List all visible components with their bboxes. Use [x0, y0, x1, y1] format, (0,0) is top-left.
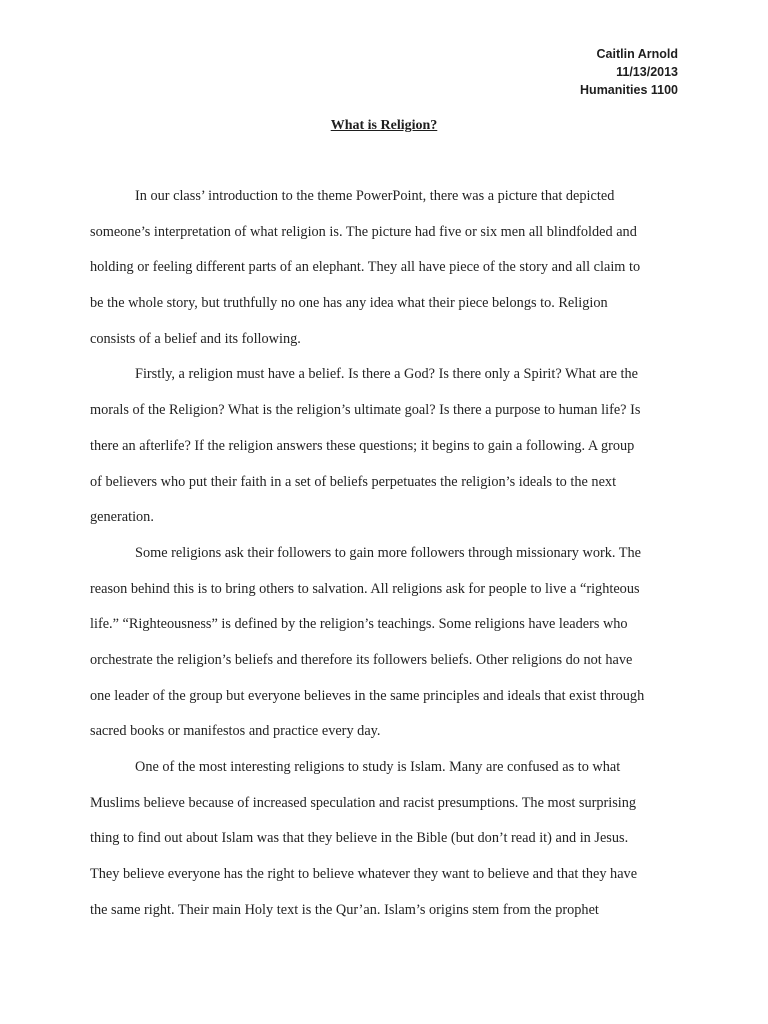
text-line: Muslims believe because of increased speculation and racist presumptions. The most surprising	[90, 794, 637, 811]
text-line: sacred books or manifestos and practice every day.	[90, 723, 381, 740]
text-line: one leader of the group but everyone believes in the same principles and ideals that exist through	[90, 687, 645, 704]
text-line: thing to find out about Islam was that they believe in the Bible (but don’t read it) and in Jesus.	[90, 830, 629, 847]
text-line: Firstly, a religion must have a belief. Is there a God? Is there only a Spirit? What are the	[135, 366, 639, 383]
text-line: there an afterlife? If the religion answers these questions; it begins to gain a following. A group	[90, 437, 635, 454]
text-line: morals of the Religion? What is the religion’s ultimate goal? Is there a purpose to human life? Is	[90, 402, 641, 419]
text-line: generation.	[90, 509, 154, 526]
document-title: What is Religion?	[330, 118, 438, 133]
text-line: the same right. Their main Holy text is the Qur’an. Islam’s origins stem from the prophet	[90, 901, 599, 918]
text-line: life.” “Righteousness” is defined by the religion’s teachings. Some religions have leaders who	[90, 616, 628, 633]
text-line: someone’s interpretation of what religion is. The picture had five or six men all blindfolded and	[90, 223, 637, 240]
essay-body	[90, 186, 690, 935]
text-line: holding or feeling different parts of an elephant. They all have piece of the story and all claim to	[90, 259, 641, 276]
course-name: Humanities 1100	[580, 83, 678, 97]
author-name: Caitlin Arnold	[596, 47, 678, 61]
text-line: Some religions ask their followers to gain more followers through missionary work. The	[135, 544, 641, 561]
text-line: One of the most interesting religions to study is Islam. Many are confused as to what	[135, 759, 621, 775]
text-line: orchestrate the religion’s beliefs and therefore its followers beliefs. Other religions do not have	[90, 651, 633, 668]
text-line: In our class’ introduction to the theme PowerPoint, there was a picture that depicted	[135, 188, 615, 204]
text-line: of believers who put their faith in a set of beliefs perpetuates the religion’s ideals to the next	[90, 473, 617, 490]
document-date: 11/13/2013	[616, 65, 678, 79]
document-header	[580, 45, 678, 99]
text-line: consists of a belief and its following.	[90, 330, 301, 347]
text-line: be the whole story, but truthfully no one has any idea what their piece belongs to. Religion	[90, 295, 608, 312]
text-line: reason behind this is to bring others to salvation. All religions ask for people to live a “righteous	[90, 580, 640, 597]
text-line: They believe everyone has the right to believe whatever they want to believe and that they have	[90, 866, 638, 883]
